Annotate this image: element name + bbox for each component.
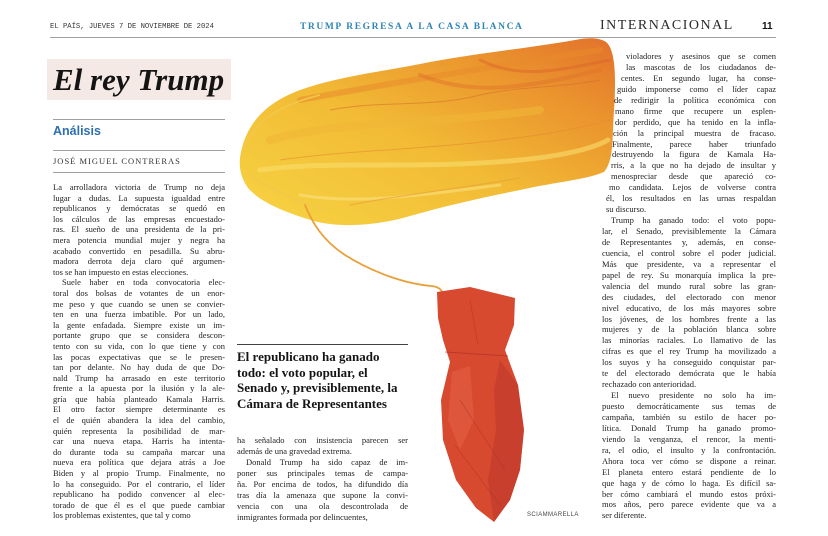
text-line: tos se han impuesto en estas elecciones. [53,266,189,277]
text-line: cifras es que el rey Trump ha movilizado a [602,346,776,357]
column-middle [237,435,408,523]
text-line: mo candidata. Lejos de volverse contra [609,182,776,193]
text-line: los problemas existentes, que tal y como [53,510,191,521]
pullquote-line: El republicano ha ganado [237,349,380,364]
text-line: centes. En segundo lugar, ha conse- [621,72,776,83]
text-line: lítica. Donald Trump ha ganado promo- [602,422,776,433]
text-line: inmigrantes formada por delincuentes, [237,512,368,522]
text-line: las pocas expectativas que se le presen- [53,351,225,362]
text-line: El planeta entero estará pendiente de lo [602,466,776,477]
paragraph [53,182,225,277]
text-line: El nuevo presidente no solo ha im- [611,390,776,401]
paragraph [602,215,776,390]
headline-box [47,59,231,100]
text-line: además de una gravedad extrema. [237,446,352,456]
text-line: las minorías raciales. Lo llamativo de las [602,335,776,346]
text-line: de redirigir la política económica con [614,94,776,105]
text-line: La arrolladora victoria de Trump no deja [53,182,225,192]
text-line: republicanos y demócratas se quedó en [53,203,225,214]
text-line: te del electorado demócrata que le había [602,368,776,379]
section-name: INTERNACIONAL [600,18,734,33]
text-line: ña. Por encima de todos, ha difundido día [237,479,408,489]
byline: JOSÉ MIGUEL CONTRERAS [53,156,181,166]
pullquote-line: Senado y, previsiblemente, la [237,380,398,396]
text-line: ra, el odio, el insulto y la confrontación. [602,444,776,455]
date-line: EL PAÍS, JUEVES 7 DE NOVIEMBRE DE 2024 [50,23,214,31]
text-line: valencia del mundo rural sobre las gran- [602,280,776,291]
illustration-tie [437,287,524,522]
text-line: cuencia, el control sobre el poder judicial. [602,247,776,258]
text-line: do durante toda su campaña marcar una [53,446,225,457]
text-line: rris, a la que no ha dejado de insultar y [611,160,776,171]
section-kicker: TRUMP REGRESA A LA CASA BLANCA [300,22,524,32]
text-line: toral dos bolsas de votantes de un enor- [53,287,225,298]
column-right [602,51,776,521]
text-line: dor perdido, que ha tenido en la infla- [615,116,776,127]
text-line: los jóvenes, de los hombres frente a las [602,313,776,324]
text-line: Ahora toca ver cómo se dispone a reinar. [602,455,776,466]
text-line: quién representa la posibilidad de mar- [53,425,225,436]
column-left [53,182,225,521]
text-line: El otro factor siempre determinante es [53,404,225,415]
text-line: Finalmente, parece haber triunfado [612,138,776,149]
text-line: tento con su vida, con lo que tiene y con [53,340,225,351]
text-line: puesto democráticamente sus temas de [602,401,776,411]
text-line: ser diferente. [602,510,647,521]
text-line: nueva era política que dejara atrás a Joe [53,457,225,468]
text-line: mujeres y de la población blanca sobre [602,324,776,335]
pullquote-line: Cámara de Representantes [237,395,387,411]
paragraph [602,51,776,215]
text-line: su discurso. [606,204,647,215]
text-line: viendo la venganza, el rencor, la menti- [602,433,776,444]
text-line: madora derrota deja claro qué argumen- [53,256,225,267]
text-line: Suele haber en toda convocatoria elec- [62,277,225,288]
text-line: mos años, pero parece evidente que va a [602,499,776,510]
pullquote-rule [237,344,408,345]
paragraph [53,277,225,521]
text-line: el de quién abandera la idea del cambio, [53,415,225,426]
text-line: tan por delante. No hay duda de que Do- [53,362,225,373]
text-line: Biden y al propio Trump. Finalmente, no [53,468,225,479]
text-line: ha señalado con insistencia parecen ser [237,435,408,445]
paragraph [237,457,408,523]
text-line: rechazado con anterioridad. [602,379,697,390]
text-line: lar, el Senado, previsiblemente la Cámara [602,226,776,236]
text-line: lugar a dudas. La supuesta igualdad entre [53,192,225,203]
text-line: ten en una fuerza imbatible. Por un lado, [53,309,225,320]
text-line: car una nueva etapa. Harris ha intenta- [53,436,225,447]
pullquote-line: todo: el voto popular, el [237,364,368,380]
text-line: las mascotas de los ciudadanos de- [626,61,776,72]
text-line: frente a la apuesta por la ilusión y la ale- [53,383,225,394]
illustration-credit: SCIAMMARELLA [527,512,579,518]
text-line: nivel educativo, de los más mayores sobre [602,302,776,313]
text-line: tras día la amenaza que supone la convi- [237,490,408,500]
text-line: menospreciar desde que apareció co- [611,171,776,182]
illustration-hair [240,38,615,225]
text-line: ción la principal muestra de fracaso. [613,127,776,138]
text-line: él, los resultados en las urnas respaldan [606,193,776,204]
text-line: portante grupo que se considera descon- [53,330,225,341]
text-line: gría que había planteado Kamala Harris. [53,393,225,404]
text-line: vencia con una ola descontrolada de [237,501,408,511]
text-line: papel de rey. Su monarquía implica la pre- [602,269,776,280]
text-line: me peso y que cuando se unen se convier- [53,298,225,309]
text-line: republicano ha podido convencer al elec- [53,489,225,500]
text-line: des ciudades, del electorado con menor [602,291,776,302]
byline-rule [53,172,225,173]
text-line: violadores y asesinos que se comen [626,51,776,61]
text-line: torado de que él es el que puede cambiar [53,499,225,510]
text-line: Donald Trump ha sido capaz de im- [246,457,408,467]
label-bottom-rule [53,150,225,151]
pullquote [237,349,409,411]
article-label: Análisis [53,124,101,138]
text-line: campaña, también su estilo de hacer po- [602,411,776,422]
paragraph [237,435,408,457]
text-line: que haga y de cómo lo haga. Es difícil sa- [602,477,776,488]
text-line: mera potencia mundial mujer y negra ha [53,234,225,245]
text-line: Trump ha ganado todo: el voto popu- [611,215,776,226]
text-line: lo ha conseguido. Por el contrario, el líder [53,478,225,489]
text-line: la gente enfadada. Siempre existe un im- [53,319,225,330]
text-line: destruyendo la figura de Kamala Ha- [612,149,776,160]
text-line: mano firme que recupere un esplen- [615,105,776,116]
page-number: 11 [762,21,773,32]
text-line: ber cómo cambiará el mundo estos próxi- [602,488,776,499]
text-line: ras. El sueño de una presidenta de la pri- [53,224,225,235]
text-line: acabado convertido en pesadilla. Su abru- [53,245,225,256]
text-line: poner sus principales temas de campa- [237,468,408,478]
label-top-rule [53,119,225,120]
text-line: nald Trump ha arrasado en este territorio [53,372,225,383]
text-line: guido imponerse como el líder capaz [617,83,776,94]
text-line: Más que presidente, va a representar el [602,258,776,269]
text-line: los cálculos de las empresas encuestado- [53,213,225,224]
paragraph [602,390,776,521]
text-line: de Representantes y, además, en conse- [602,236,776,247]
headline: El rey Trump [53,62,225,97]
text-line: los suyos y ha conseguido conquistar par- [602,357,776,368]
